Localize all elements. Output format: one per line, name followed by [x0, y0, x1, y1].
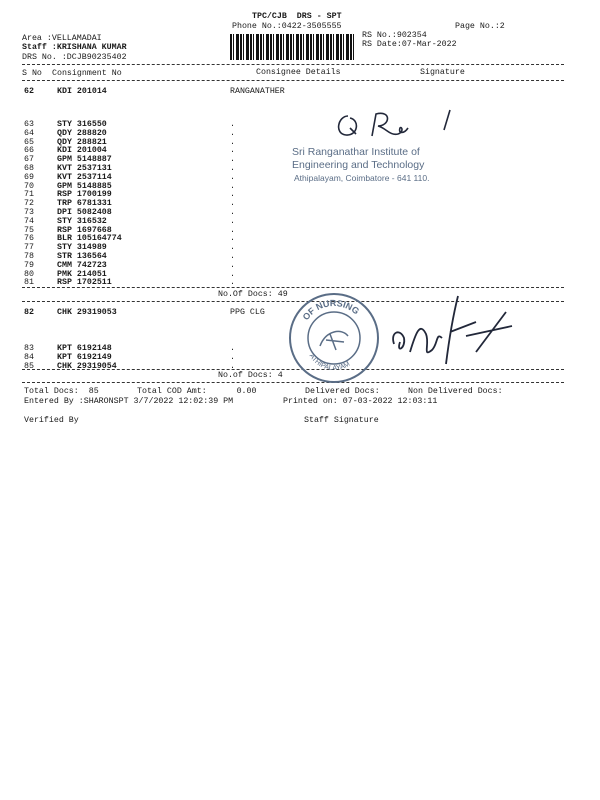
stamp-line-1: Sri Ranganathar Institute of	[292, 146, 420, 158]
row-sno: 68	[24, 164, 34, 173]
row-sno: 72	[24, 199, 34, 209]
row-consignee: .	[230, 155, 235, 165]
column-header-consignment: Consignment No	[52, 69, 122, 78]
page-number: Page No.:2	[455, 22, 505, 31]
row-sno: 83	[24, 344, 34, 353]
row-sno: 66	[24, 146, 34, 156]
row-sno: 85	[24, 361, 34, 371]
column-header-sno: S No	[22, 69, 42, 78]
row-consignee: .	[230, 172, 235, 182]
row-consignment: RSP 1702511	[57, 278, 112, 288]
row-consignment: RSP 1697668	[57, 225, 112, 235]
row-sno: 65	[24, 137, 34, 147]
row-consignee: .	[230, 260, 235, 270]
stamp-line-2: Engineering and Technology	[292, 159, 425, 171]
seal-top-text: OF NURSING	[300, 297, 362, 322]
row-sno: 64	[24, 128, 34, 138]
stamp-line-3: Athipalayam, Coimbatore - 641 110.	[294, 173, 430, 183]
row-consignee: .	[230, 216, 235, 226]
row-consignment: KDI 201014	[57, 87, 107, 96]
row-consignment: CMM 742723	[57, 260, 107, 270]
row-sno: 74	[24, 216, 34, 226]
row-sno: 67	[24, 155, 34, 165]
row-sno: 69	[24, 172, 34, 182]
row-consignee: .	[230, 269, 235, 279]
row-consignment: KPT 6192148	[57, 344, 112, 353]
total-docs: Total Docs: 85	[24, 387, 99, 396]
row-consignee: .	[230, 137, 235, 147]
row-consignment: TRP 6781331	[57, 199, 112, 209]
row-consignee: .	[230, 234, 235, 244]
rs-date: RS Date:07-Mar-2022	[362, 40, 457, 49]
barcode-image	[230, 34, 356, 60]
row-consignment: DPI 5082408	[57, 208, 112, 217]
row-consignment: STY 316532	[57, 216, 107, 226]
row-sno: 78	[24, 252, 34, 261]
row-consignee: .	[230, 344, 235, 353]
document-title: TPC/CJB DRS - SPT	[252, 12, 342, 21]
row-sno: 79	[24, 260, 34, 270]
staff-signature: Staff Signature	[304, 416, 379, 425]
printed-on: Printed on: 07-03-2022 12:03:11	[283, 397, 438, 406]
row-sno: 70	[24, 181, 34, 191]
row-consignee: .	[230, 181, 235, 191]
row-consignee: .	[230, 190, 235, 200]
row-sno: 71	[24, 190, 34, 200]
row-sno: 75	[24, 225, 34, 235]
row-consignment: STR 136564	[57, 252, 107, 261]
row-consignee: .	[230, 208, 235, 217]
row-consignment: STY 316550	[57, 120, 107, 129]
row-consignee: .	[230, 278, 235, 288]
row-consignee: PPG CLG	[230, 308, 265, 317]
table-row	[0, 87, 600, 97]
row-consignee: .	[230, 128, 235, 138]
row-consignee: .	[230, 352, 235, 362]
staff-label: Staff :KRISHANA KUMAR	[22, 43, 127, 52]
row-consignee: .	[230, 199, 235, 209]
signature-mark	[320, 104, 470, 144]
delivered-docs: Delivered Docs:	[305, 387, 380, 396]
non-delivered-docs: Non Delivered Docs:	[408, 387, 503, 396]
row-consignment: GPM 5148885	[57, 181, 112, 191]
row-consignee: .	[230, 146, 235, 156]
row-consignment: KVT 2537131	[57, 164, 112, 173]
nursing-seal	[286, 290, 382, 386]
row-consignment: GPM 5148887	[57, 155, 112, 165]
rs-number: RS No.:902354	[362, 31, 427, 40]
row-consignee: .	[230, 252, 235, 261]
row-consignee: .	[230, 361, 235, 371]
row-sno: 62	[24, 87, 34, 96]
svg-text:ATHIPALAYAM	[308, 353, 352, 372]
row-sno: 82	[24, 308, 34, 317]
row-consignee: .	[230, 225, 235, 235]
row-sno: 77	[24, 243, 34, 253]
row-consignment: CHK 29319054	[57, 361, 117, 371]
row-consignee: .	[230, 164, 235, 173]
row-sno: 76	[24, 234, 34, 244]
divider	[22, 64, 564, 65]
staff-signature-mark	[380, 292, 520, 372]
drs-number: DRS No. :DCJB90235402	[22, 53, 127, 62]
row-consignment: KDI 201004	[57, 146, 107, 156]
row-consignment: RSP 1700199	[57, 190, 112, 200]
area-label: Area :VELLAMADAI	[22, 34, 102, 43]
row-consignment: STY 314989	[57, 243, 107, 253]
row-consignee: .	[230, 120, 235, 129]
row-consignment: QDY 288821	[57, 137, 107, 147]
row-sno: 81	[24, 278, 34, 288]
row-consignment: KVT 2537114	[57, 172, 112, 182]
seal-bottom-text: ATHIPALAYAM	[307, 352, 352, 373]
verified-by: Verified By	[24, 416, 79, 425]
row-consignment: PMK 214051	[57, 269, 107, 279]
docs-count: No.Of Docs: 49	[218, 290, 288, 299]
docs-count: No.of Docs: 4	[218, 371, 283, 380]
row-sno: 73	[24, 208, 34, 217]
row-sno: 84	[24, 352, 34, 362]
row-consignment: BLR 105164774	[57, 234, 122, 244]
entered-by: Entered By :SHARONSPT 3/7/2022 12:02:39 PM	[24, 397, 234, 406]
divider	[22, 80, 564, 81]
row-sno: 63	[24, 120, 34, 129]
row-consignment: KPT 6192149	[57, 352, 112, 362]
phone-number: Phone No.:0422-3505555	[232, 22, 342, 31]
total-cod: Total COD Amt: 0.00	[137, 387, 257, 396]
divider	[22, 287, 564, 288]
row-consignee: RANGANATHER	[230, 87, 285, 96]
row-consignee: .	[230, 243, 235, 253]
column-header-details: Consignee Details	[256, 68, 341, 77]
row-sno: 80	[24, 269, 34, 279]
row-consignment: CHK 29319053	[57, 308, 117, 317]
column-header-signature: Signature	[420, 68, 465, 77]
row-consignment: QDY 288820	[57, 128, 107, 138]
